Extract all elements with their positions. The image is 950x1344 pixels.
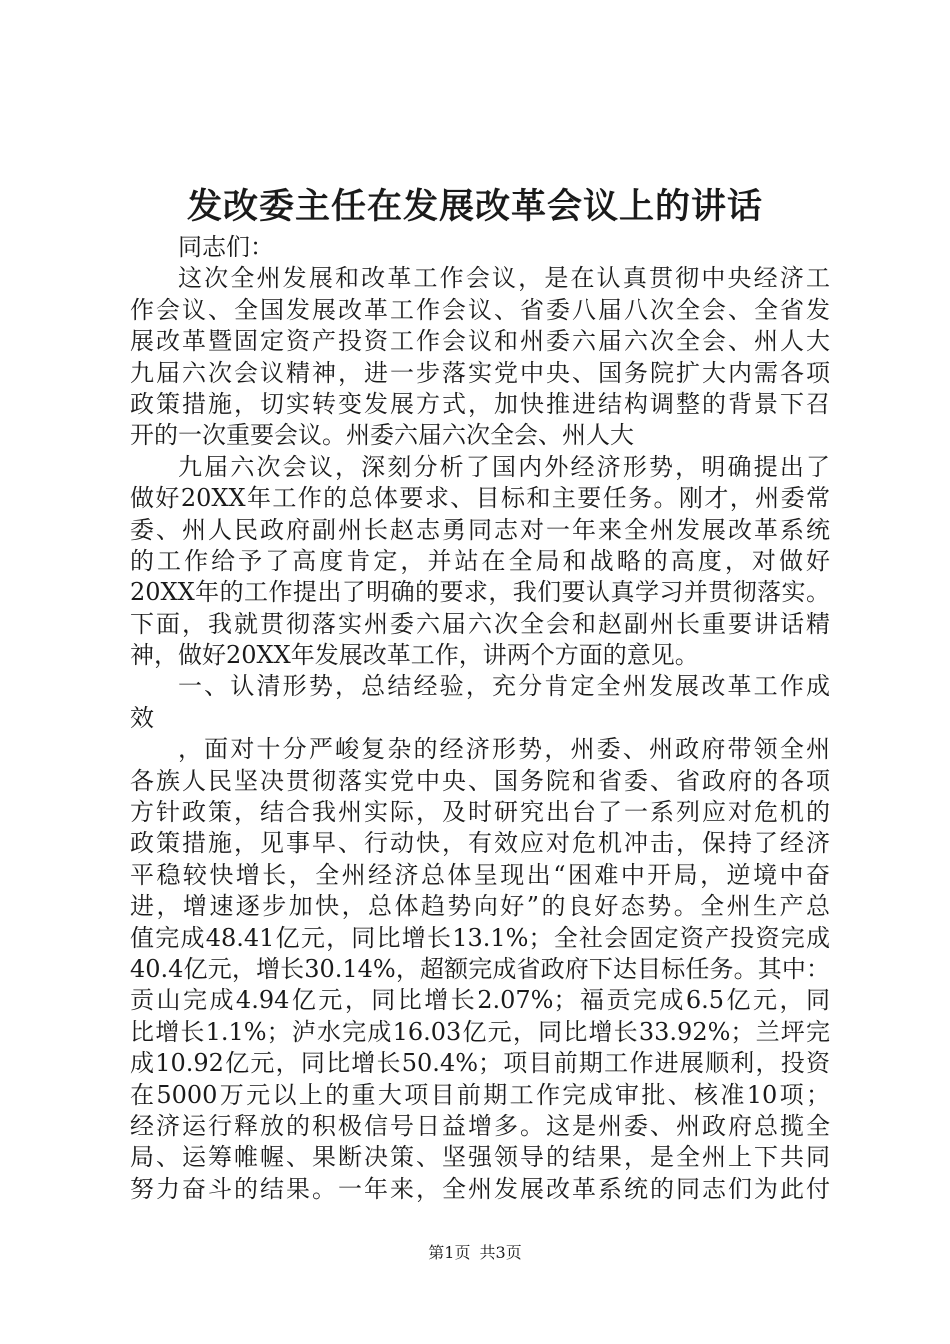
text-line: 在5000万元以上的重大项目前期工作完成审批、核准10项； xyxy=(130,1080,830,1109)
text-line: 下面，我就贯彻落实州委六届六次全会和赵副州长重要讲话精 xyxy=(130,609,830,638)
text-line: 神，做好20XX年发展改革工作，讲两个方面的意见。 xyxy=(130,641,699,670)
text-line: 九届六次会议精神，进一步落实党中央、国务院扩大内需各项 xyxy=(130,358,830,387)
text-line: 这次全州发展和改革工作会议，是在认真贯彻中央经济工 xyxy=(178,264,830,293)
page-total: 共3页 xyxy=(479,1243,522,1262)
page-number: 第1页 xyxy=(428,1243,471,1262)
text-line: 平稳较快增长，全州经济总体呈现出“困难中开局，逆境中奋 xyxy=(130,860,830,889)
text-line: 局、运筹帷幄、果断决策、坚强领导的结果，是全州上下共同 xyxy=(130,1143,830,1172)
text-line: 做好20XX年工作的总体要求、目标和主要任务。刚才，州委常 xyxy=(130,484,830,513)
text-line: 的工作给予了高度肯定，并站在全局和战略的高度，对做好 xyxy=(130,546,830,575)
text-line: 成10.92亿元，同比增长50.4%；项目前期工作进展顺利，投资 xyxy=(130,1049,830,1078)
text-line: 作会议、全国发展改革工作会议、省委八届八次全会、全省发 xyxy=(130,295,830,324)
text-line: 进，增速逐步加快，总体趋势向好”的良好态势。全州生产总 xyxy=(130,892,830,921)
text-line: 经济运行释放的积极信号日益增多。这是州委、州政府总揽全 xyxy=(130,1111,830,1140)
text-line: 方针政策，结合我州实际，及时研究出台了一系列应对危机的 xyxy=(130,798,830,827)
text-line: 比增长1.1%；泸水完成16.03亿元，同比增长33.92%；兰坪完 xyxy=(130,1017,830,1046)
document-body xyxy=(130,232,830,1205)
text-line: 值完成48.41亿元，同比增长13.1%；全社会固定资产投资完成 xyxy=(130,923,830,952)
text-line: 40.4亿元，增长30.14%，超额完成省政府下达目标任务。其中： xyxy=(130,954,830,983)
text-line: 努力奋斗的结果。一年来，全州发展改革系统的同志们为此付 xyxy=(130,1174,830,1203)
text-line: 各族人民坚决贯彻落实党中央、国务院和省委、省政府的各项 xyxy=(130,766,830,795)
text-line: 效 xyxy=(130,703,154,732)
text-line: 同志们： xyxy=(178,233,274,261)
text-line: 政策措施，见事早、行动快，有效应对危机冲击，保持了经济 xyxy=(130,829,830,858)
document-title: 发改委主任在发展改革会议上的讲话 xyxy=(186,186,763,227)
text-line: 20XX年的工作提出了明确的要求，我们要认真学习并贯彻落实。 xyxy=(130,578,830,607)
text-line: 开的一次重要会议。州委六届六次全会、州人大 xyxy=(130,421,634,450)
text-line: 一、认清形势，总结经验，充分肯定全州发展改革工作成 xyxy=(178,672,830,701)
text-line: 展改革暨固定资产投资工作会议和州委六届六次全会、州人大 xyxy=(130,327,830,356)
text-line: 政策措施，切实转变发展方式，加快推进结构调整的背景下召 xyxy=(130,389,830,418)
page-footer xyxy=(0,1242,950,1264)
text-line: 委、州人民政府副州长赵志勇同志对一年来全州发展改革系统 xyxy=(130,515,830,544)
text-line: 九届六次会议，深刻分析了国内外经济形势，明确提出了 xyxy=(178,452,830,481)
text-line: 贡山完成4.94亿元，同比增长2.07%；福贡完成6.5亿元，同 xyxy=(130,986,830,1015)
text-line: ，面对十分严峻复杂的经济形势，州委、州政府带领全州 xyxy=(178,735,830,764)
